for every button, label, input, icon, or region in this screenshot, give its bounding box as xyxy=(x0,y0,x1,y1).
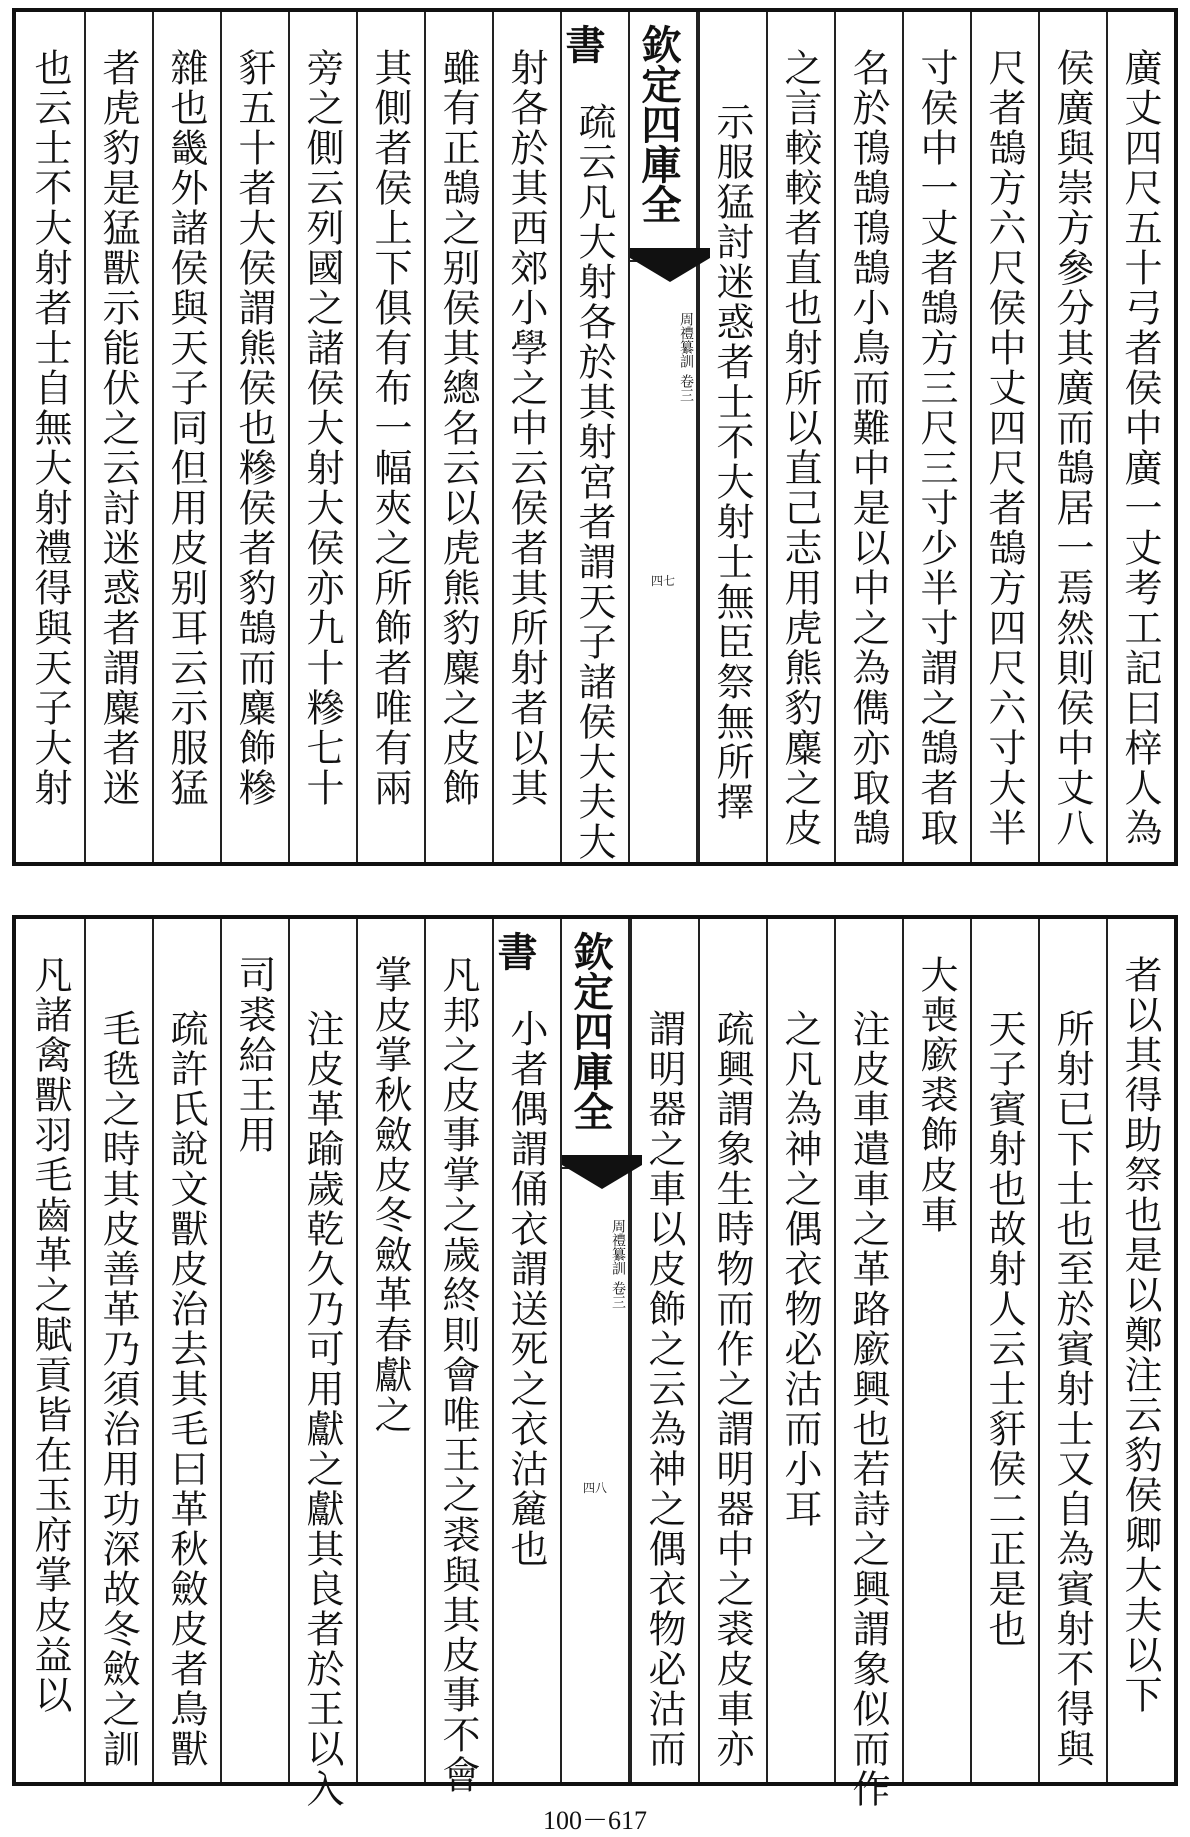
text-column: 之言較較者直也射所以直己志用虎熊豹麋之皮 xyxy=(766,12,834,862)
text-column: 者虎豹是猛獸示能伏之云討迷惑者謂麋者迷 xyxy=(84,12,152,862)
text-column: 疏云凡大射各於其射宮者謂天子諸侯大夫大 xyxy=(560,12,628,862)
text-column: 毛毨之時其皮善革乃須治用功深故冬斂之訓 xyxy=(84,919,152,1782)
center-subtitle xyxy=(630,312,696,402)
fishtail-ornament-icon xyxy=(562,1155,642,1191)
text-column: 凡邦之皮事掌之歲終則會唯王之裘與其皮事不會 xyxy=(424,919,492,1782)
bottom-page-panel xyxy=(12,915,1178,1809)
text-column: 疏興謂象生時物而作之謂明器中之裘皮車亦 xyxy=(698,919,766,1782)
text-column: 侯廣與崇方參分其廣而鵠居一焉然則侯中丈八 xyxy=(1038,12,1106,862)
text-column: 之凡為神之偶衣物必沽而小耳 xyxy=(766,919,834,1782)
text-column: 疏許氏說文獸皮治去其毛曰革秋斂皮者鳥獸 xyxy=(152,919,220,1782)
text-column: 示服猛討迷惑者士不大射士無臣祭無所擇 xyxy=(698,12,766,862)
text-column: 天子賓射也故射人云士豻侯二正是也 xyxy=(970,919,1038,1782)
book-name: 周禮纂訓 xyxy=(610,1219,626,1275)
text-column: 凡諸禽獸羽毛齒革之賦貢皆在玉府掌皮益以 xyxy=(28,955,72,1715)
top-columns xyxy=(16,12,1174,862)
text-column: 小者偶謂俑衣謂送死之衣沽麄也 xyxy=(492,919,560,1782)
fishtail-ornament-icon xyxy=(630,248,710,284)
top-page-panel xyxy=(12,8,1178,866)
text-column: 雖有正鵠之别侯其總名云以虎熊豹麋之皮飾 xyxy=(424,12,492,862)
volume-label: 卷三 xyxy=(610,1281,626,1309)
text-column: 注皮革踰歲乾久乃可用獻之獻其良者於王以入 xyxy=(288,919,356,1782)
text-column: 名於鳱鵠鳱鵠小鳥而難中是以中之為儁亦取鵠 xyxy=(834,12,902,862)
folio-number: 四八 xyxy=(582,1481,607,1495)
folio-number: 四七 xyxy=(650,574,675,588)
book-title: 欽定四庫全書 xyxy=(630,12,696,262)
bottom-columns xyxy=(16,919,1174,1809)
text-column: 其側者侯上下俱有布一幅夾之所飾者唯有兩 xyxy=(356,12,424,862)
text-column: 射各於其西郊小學之中云侯者其所射者以其 xyxy=(492,12,560,862)
text-column: 所射已下士也至於賓射士又自為賓射不得與 xyxy=(1038,919,1106,1782)
page-number-footer: 100－617 xyxy=(542,1806,647,1835)
center-subtitle xyxy=(562,1219,628,1309)
text-column: 司裘給王用 xyxy=(220,919,288,1782)
text-column: 注皮車遣車之革路廞興也若詩之興謂象似而作 xyxy=(834,919,902,1782)
text-column: 豻五十者大侯謂熊侯也糝侯者豹鵠而麋飾糝 xyxy=(220,12,288,862)
text-column: 寸侯中一丈者鵠方三尺三寸少半寸謂之鵠者取 xyxy=(902,12,970,862)
book-title: 欽定四庫全書 xyxy=(562,919,628,1169)
text-column: 掌皮掌秋斂皮冬斂革春獻之 xyxy=(356,919,424,1782)
text-column: 尺者鵠方六尺侯中丈四尺者鵠方四尺六寸大半 xyxy=(970,12,1038,862)
text-column: 謂明器之車以皮飾之云為神之偶衣物必沽而 xyxy=(630,919,698,1782)
text-column: 也云士不大射者士自無大射禮得與天子大射 xyxy=(28,48,72,808)
book-name: 周禮纂訓 xyxy=(678,312,694,368)
text-column: 雜也畿外諸侯與天子同但用皮别耳云示服猛 xyxy=(152,12,220,862)
text-column: 者以其得助祭也是以鄭注云豹侯卿大夫以下 xyxy=(1106,919,1174,1782)
text-column: 廣丈四尺五十弓者侯中廣一丈考工記曰梓人為 xyxy=(1106,12,1174,862)
volume-label: 卷三 xyxy=(678,374,694,402)
text-column: 大喪廞裘飾皮車 xyxy=(902,919,970,1782)
text-column: 旁之側云列國之諸侯大射大侯亦九十糝七十 xyxy=(288,12,356,862)
